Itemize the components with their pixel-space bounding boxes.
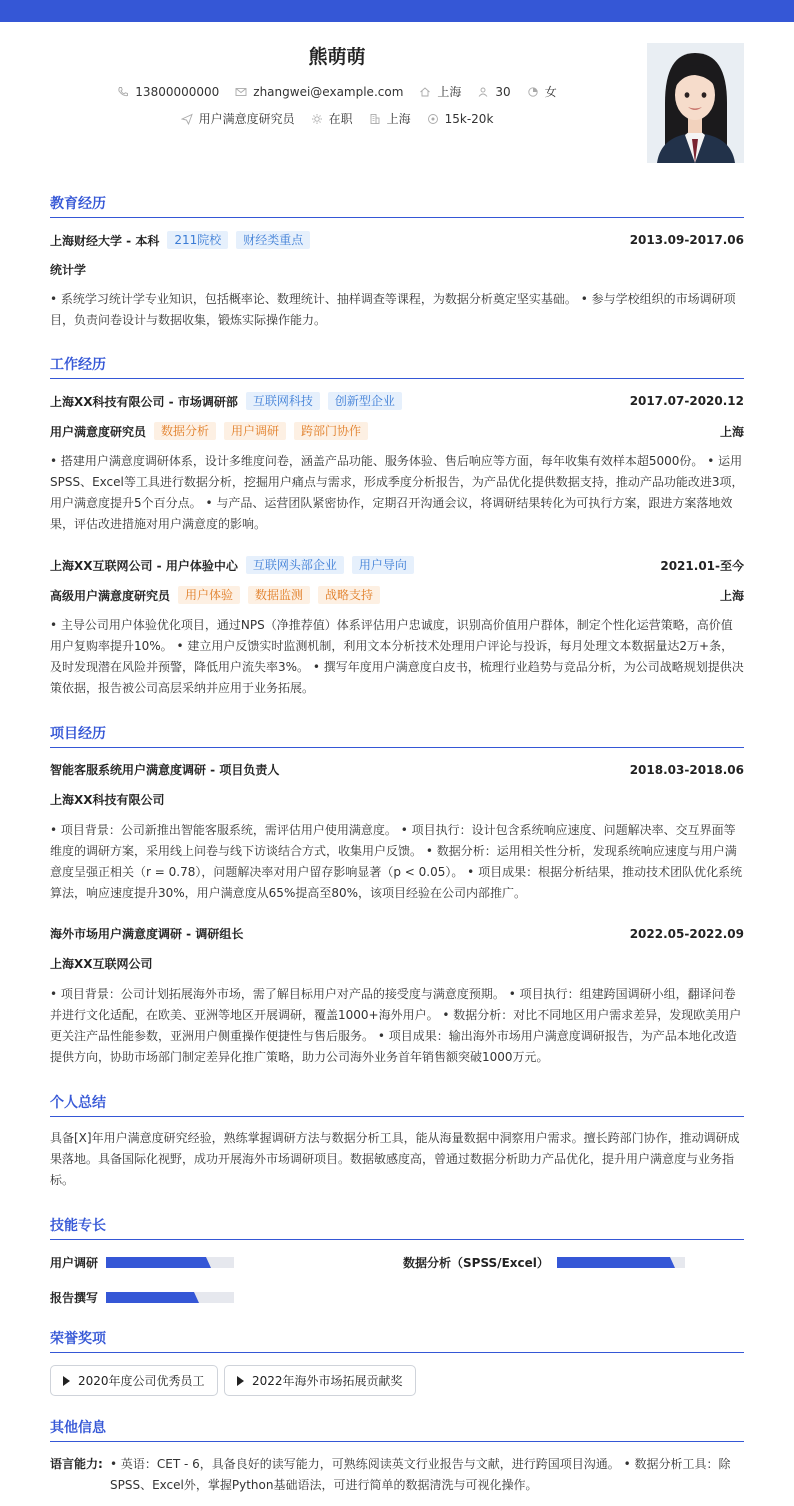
skill-level-fill <box>106 1257 206 1268</box>
company-name: 上海XX科技有限公司 - 市场调研部 <box>50 394 238 409</box>
education-date: 2013.09-2017.06 <box>629 233 744 247</box>
building-icon <box>369 113 381 125</box>
gender-text: 女 <box>544 85 557 99</box>
skill-tag: 用户体验 <box>178 586 240 604</box>
work-company-row <box>50 392 744 410</box>
send-icon <box>181 113 193 125</box>
summary-section-title: 个人总结 <box>50 1092 744 1117</box>
skill-level-bar <box>106 1257 234 1268</box>
education-description: • 系统学习统计学专业知识，包括概率论、数理统计、抽样调查等课程，为数据分析奠定坚实基础。 • 参与学校组织的市场调研项目，负责问卷设计与数据收集，锻炼实际操作能力。 <box>50 292 736 327</box>
skill-tag: 用户调研 <box>224 422 286 440</box>
skills-section-title: 技能专长 <box>50 1215 744 1240</box>
salary-item <box>427 112 494 126</box>
skill-tag: 战略支持 <box>318 586 380 604</box>
position-item <box>181 110 295 127</box>
award-item <box>224 1365 416 1396</box>
email-address: zhangwei@example.com <box>253 84 404 99</box>
award-item <box>50 1365 218 1396</box>
project-date: 2022.05-2022.09 <box>629 926 744 941</box>
other-section-title: 其他信息 <box>50 1417 744 1442</box>
project-header-row <box>50 925 744 942</box>
project-org-row <box>50 955 744 972</box>
gender-item <box>527 83 557 100</box>
project-name: 海外市场用户满意度调研 - 调研组长 <box>50 927 244 941</box>
company-tag: 用户导向 <box>352 556 414 574</box>
work-section-title: 工作经历 <box>50 354 744 379</box>
major-row <box>50 261 744 278</box>
work-role-row <box>50 586 744 604</box>
mail-icon <box>235 86 247 98</box>
school-tag: 财经类重点 <box>236 231 310 249</box>
skill-item <box>403 1254 685 1271</box>
city-text: 上海 <box>437 85 462 99</box>
skill-level-fill <box>557 1257 670 1268</box>
phone-icon <box>117 86 129 98</box>
company-tag: 互联网头部企业 <box>246 556 344 574</box>
candidate-name: 熊萌萌 <box>308 46 366 68</box>
language-text: • 英语：CET - 6，具备良好的读写能力，可熟练阅读英文行业报告与文献，进行跨国项目沟通。 • 数据分析工具：除SPSS、Excel外，掌握Python基础语法，可进行简单的数据清洗与可视化操作。 <box>110 1457 731 1492</box>
language-label: 语言能力: <box>50 1457 103 1471</box>
work-city-item <box>369 110 411 127</box>
company-name: 上海XX互联网公司 - 用户体验中心 <box>50 558 238 573</box>
home-icon <box>419 86 431 98</box>
work-description: • 搭建用户满意度调研体系，设计多维度问卷，涵盖产品功能、服务体验、售后响应等方面，每年收集有效样本超5000份。 • 运用SPSS、Excel等工具进行数据分析，挖掘用户痛点与需求，形成季度分析报告，为产品优化提供数据支持，推动产品功能改进3项，用户满意度提升5个百分点。 • 与产品、运营团队紧密协作，定期召开沟通会议，将调研结果转化为可执行方案，跟进方案落地效果，评估改进措施对用户满意度的影响。 <box>50 454 744 531</box>
project-name: 智能客服系统用户满意度调研 - 项目负责人 <box>50 763 280 777</box>
skill-tag: 跨部门协作 <box>294 422 368 440</box>
city-item <box>419 83 461 100</box>
email-item <box>235 85 403 99</box>
contact-row <box>50 83 624 100</box>
work-city: 上海 <box>719 588 744 603</box>
job-role: 高级用户满意度研究员 <box>50 588 171 603</box>
project-description: • 项目背景：公司计划拓展海外市场，需了解目标用户对产品的接受度与满意度预期。 • 项目执行：组建跨国调研小组，翻译问卷并进行文化适配，在欧美、亚洲等地区开展调研，覆盖1000+海外用户。 • 数据分析：对比不同地区用户需求差异，发现欧美用户更关注产品性能参数，亚洲用户侧重操作便捷性与售后服务。 • 项目成果：输出海外市场用户满意度调研报告，为产品本地化改造提供方向，协助市场部门制定差异化推广策略，助力公司海外业务首年销售额突破1000万元。 <box>50 987 742 1064</box>
other-info-row <box>50 1454 744 1496</box>
project-org: 上海XX互联网公司 <box>50 957 153 971</box>
phone-item <box>117 85 219 99</box>
resume-page <box>50 22 744 1492</box>
school-name: 上海财经大学 - 本科 <box>50 233 160 248</box>
phone-number: 13800000000 <box>135 84 220 99</box>
awards-section-title: 荣誉奖项 <box>50 1328 744 1353</box>
skill-name: 用户调研 <box>50 1256 99 1270</box>
skill-name: 数据分析（SPSS/Excel） <box>403 1256 549 1270</box>
project-date: 2018.03-2018.06 <box>629 762 744 777</box>
project-org: 上海XX科技有限公司 <box>50 793 165 807</box>
job-role: 用户满意度研究员 <box>50 424 147 439</box>
company-tag: 创新型企业 <box>328 392 402 410</box>
work-role-row <box>50 422 744 440</box>
project-description: • 项目背景：公司新推出智能客服系统，需评估用户使用满意度。 • 项目执行：设计包含系统响应速度、问题解决率、交互界面等维度的调研方案，采用线上问卷与线下访谈结合方式，收集用户反馈。 • 数据分析：运用相关性分析，发现系统响应速度与用户满意度呈强正相关（r = 0.78），问题解决率对用户留存影响显著（p < 0.05）。 • 项目成果：根据分析结果，推动技术团队优化系统算法，响应速度提升30%，用户满意度从65%提高至80%，该项目经验在公司内部推广。 <box>50 823 743 900</box>
play-icon <box>237 1376 244 1386</box>
money-icon <box>427 113 439 125</box>
summary-text: 具备[X]年用户满意度研究经验，熟练掌握调研方法与数据分析工具，能从海量数据中洞察用户需求。擅长跨部门协作，推动调研成果落地。具备国际化视野，成功开展海外市场调研项目。数据敏感度高，曾通过数据分析助力产品优化，提升用户满意度与业务指标。 <box>50 1131 740 1187</box>
age-text: 30 <box>495 84 511 99</box>
salary-text: 15k-20k <box>444 111 494 126</box>
work-city-text: 上海 <box>386 112 411 126</box>
play-icon <box>63 1376 70 1386</box>
position-text: 用户满意度研究员 <box>198 112 295 126</box>
profile-photo <box>647 43 744 163</box>
work-city: 上海 <box>719 424 744 439</box>
skill-item <box>50 1289 234 1306</box>
project-header-row <box>50 761 744 778</box>
company-tag: 互联网科技 <box>246 392 320 410</box>
skill-tag: 数据监测 <box>248 586 310 604</box>
work-company-row <box>50 556 744 574</box>
job-intent-row <box>50 110 624 127</box>
project-org-row <box>50 791 744 808</box>
status-text: 在职 <box>328 112 353 126</box>
resume-header <box>50 22 744 172</box>
top-accent-bar <box>0 0 794 22</box>
gender-icon <box>527 86 539 98</box>
award-name: 2020年度公司优秀员工 <box>78 1374 205 1388</box>
projects-section-title: 项目经历 <box>50 723 744 748</box>
status-icon <box>311 113 323 125</box>
person-icon <box>477 86 489 98</box>
award-name: 2022年海外市场拓展贡献奖 <box>252 1374 403 1388</box>
skill-name: 报告撰写 <box>50 1291 99 1305</box>
work-date: 2017.07-2020.12 <box>629 394 744 408</box>
age-item <box>477 85 510 99</box>
education-header-row <box>50 231 744 249</box>
education-section-title: 教育经历 <box>50 193 744 218</box>
skill-level-fill <box>106 1292 194 1303</box>
skill-level-bar <box>557 1257 685 1268</box>
major-name: 统计学 <box>50 263 87 277</box>
skill-tag: 数据分析 <box>154 422 216 440</box>
work-date: 2021.01-至今 <box>660 558 744 573</box>
school-tag: 211院校 <box>167 231 228 249</box>
skill-item <box>50 1254 234 1271</box>
work-description: • 主导公司用户体验优化项目，通过NPS（净推荐值）体系评估用户忠诚度，识别高价值用户群体，制定个性化运营策略，高价值用户复购率提升10%。 • 建立用户反馈实时监测机制，利用文本分析技术处理用户评论与投诉，每月处理文本数据量达2万+条，及时发现潜在风险并预警，降低用户流失率3%。 • 撰写年度用户满意度白皮书，梳理行业趋势与竞品分析，为公司战略规划提供决策依据，报告被公司高层采纳并应用于业务拓展。 <box>50 618 744 695</box>
status-item <box>311 110 353 127</box>
skill-level-bar <box>106 1292 234 1303</box>
